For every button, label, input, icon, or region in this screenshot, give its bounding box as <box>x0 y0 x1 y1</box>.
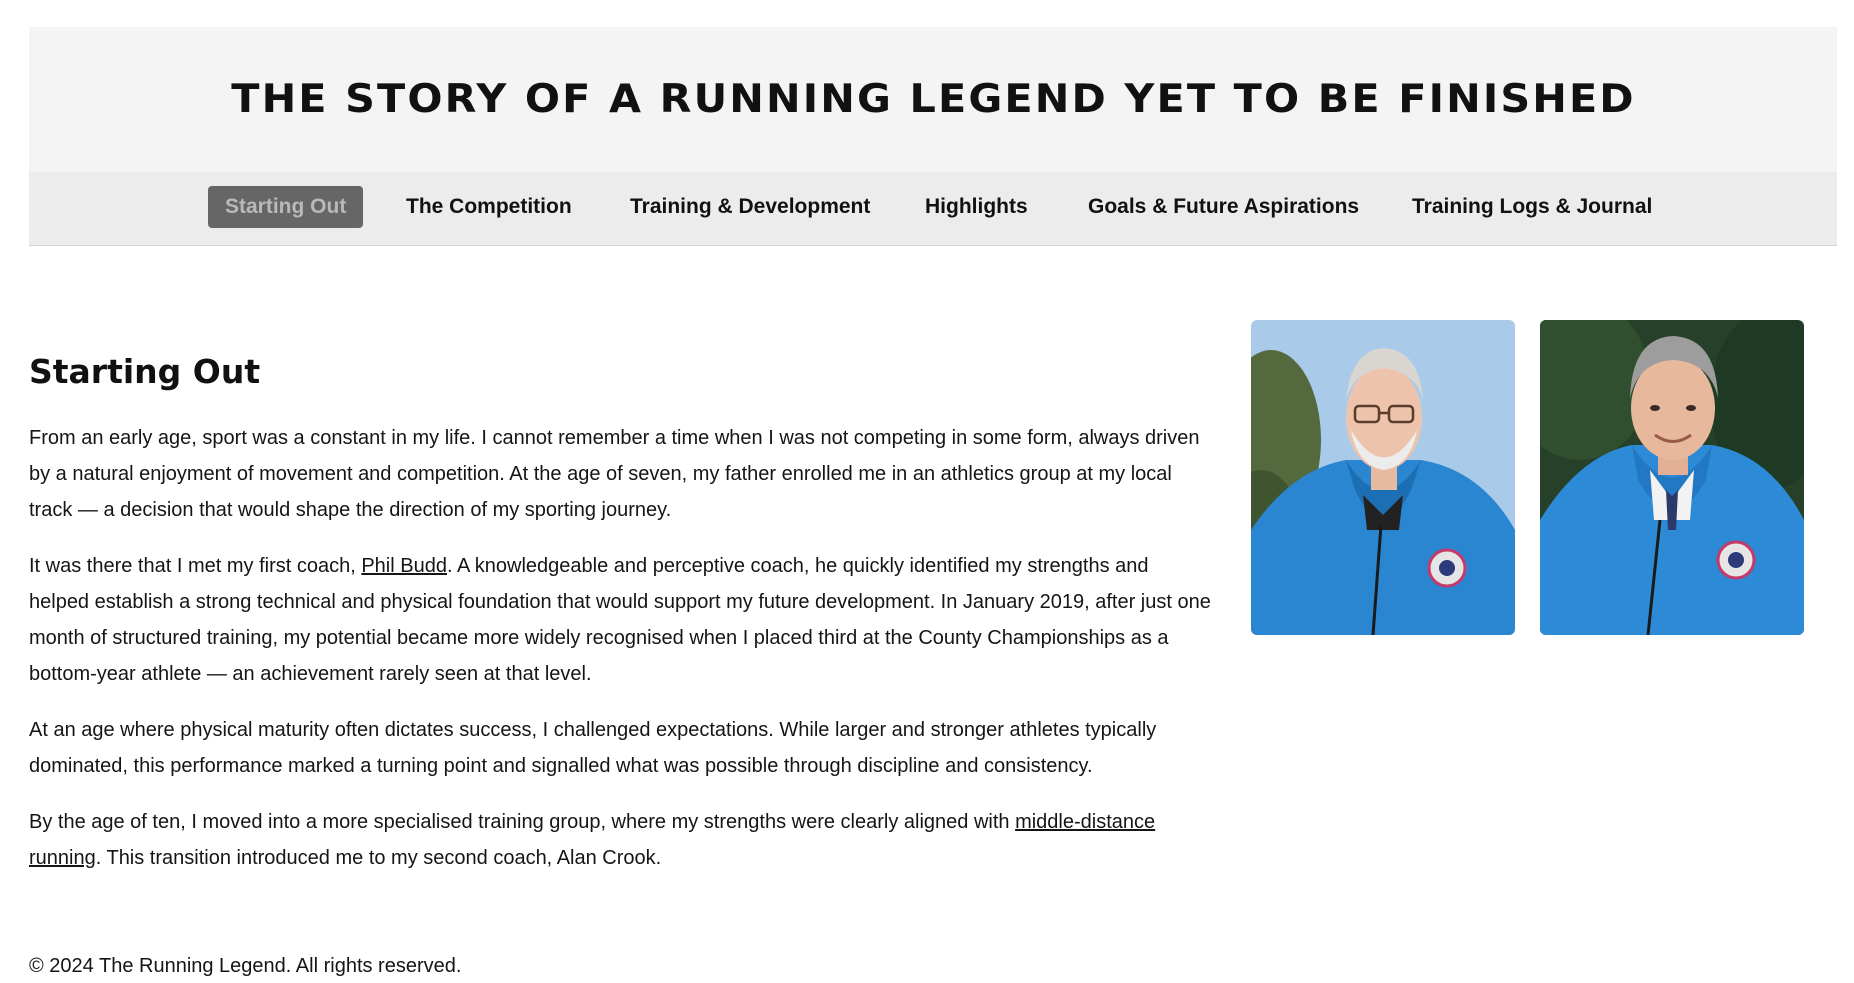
site-header <box>29 27 1837 172</box>
nav-training-logs-journal[interactable]: Training Logs & Journal <box>1412 195 1653 218</box>
paragraph-4: By the age of ten, I moved into a more specialised training group, where my strengths were clearly aligned with middle-distance running. This transition introduced me to my second coach, Alan Crook. <box>29 811 1156 869</box>
middle-distance-running-link[interactable]: middle-distance running <box>29 811 1156 869</box>
main-nav <box>29 172 1837 246</box>
paragraph-1: From an early age, sport was a constant in my life. I cannot remember a time when I was not competing in some form, always driven by a natural enjoyment of movement and competition. At the age of seven, my father enrolled me in an athletics group at my local track — a decision that would shape the direction of my sporting journey. <box>29 427 1200 521</box>
nav-starting-out[interactable]: Starting Out <box>208 186 363 228</box>
coach-photo-1 <box>1251 320 1515 635</box>
nav-training-development[interactable]: Training & Development <box>630 195 871 218</box>
footer-copyright: © 2024 The Running Legend. All rights reserved. <box>29 955 462 977</box>
site-title: THE STORY OF A RUNNING LEGEND YET TO BE FINISHED <box>230 77 1636 122</box>
nav-highlights[interactable]: Highlights <box>925 195 1028 218</box>
nav-the-competition[interactable]: The Competition <box>406 195 572 218</box>
paragraph-3: At an age where physical maturity often dictates success, I challenged expectations. While larger and stronger athletes typically dominated, this performance marked a turning point and signalled what was possible through discipline and consistency. <box>29 719 1157 777</box>
main-content <box>29 420 1214 896</box>
nav-goals-future-aspirations[interactable]: Goals & Future Aspirations <box>1088 195 1360 218</box>
paragraph-2: It was there that I met my first coach, Phil Budd. A knowledgeable and perceptive coach, he quickly identified my strengths and helped establish a strong technical and physical foundation that would support my future development. In January 2019, after just one month of structured training, my potential became more widely recognised when I placed third at the County Championships as a bottom-year athlete — an achievement rarely seen at that level. <box>29 555 1211 685</box>
coach-photo-2 <box>1540 320 1804 635</box>
phil-budd-link[interactable]: Phil Budd <box>361 555 447 577</box>
section-title: Starting Out <box>29 352 261 391</box>
